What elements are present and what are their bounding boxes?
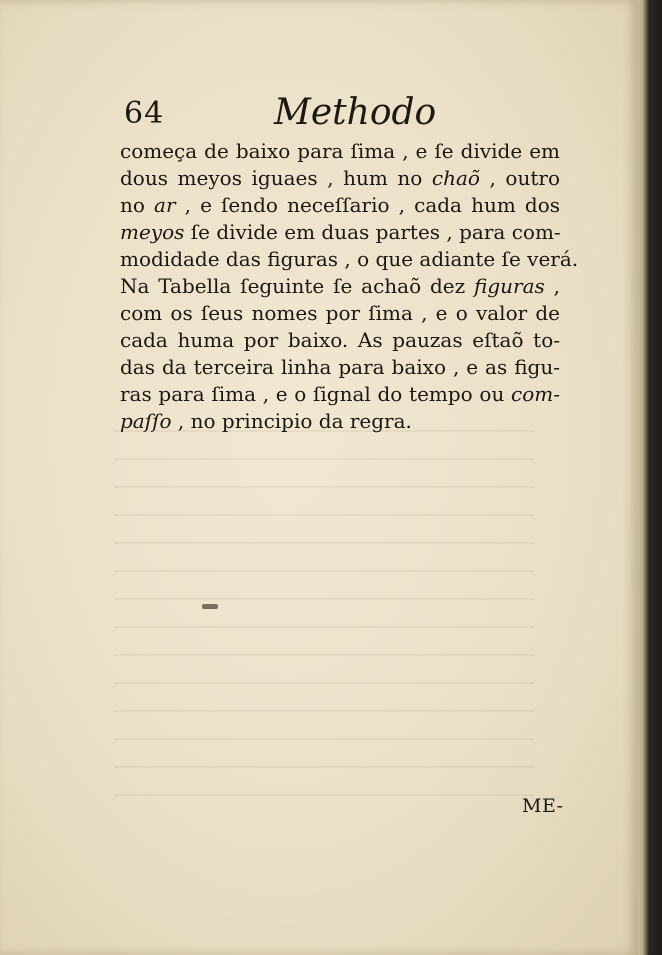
page-header — [124, 92, 564, 138]
catchword: ME- — [522, 795, 564, 817]
page-number: 64 — [124, 96, 165, 131]
text-line: meyos ſe divide em duas partes , para com- — [120, 220, 561, 244]
text-line: cada huma por baixo. As pauzas eſtaõ to- — [120, 328, 560, 352]
text-line: Na Tabella ſeguinte ſe achaõ dez figuras , — [120, 274, 560, 298]
text-line: das da terceira linha para baixo , e as figu- — [120, 355, 560, 379]
show-through-texture — [114, 430, 534, 810]
text-line: com os ſeus nomes por ſima , e o valor de — [120, 301, 560, 325]
body-text — [120, 138, 579, 435]
text-line: dous meyos iguaes , hum no chaõ , outro — [120, 166, 560, 190]
text-line: no ar , e ſendo neceſſario , cada hum dos — [120, 193, 560, 217]
text-line: modidade das figuras , o que adiante ſe verá. — [120, 247, 579, 271]
ink-stain — [202, 604, 218, 609]
page-edge-binding — [638, 0, 662, 955]
running-title: Methodo — [274, 92, 437, 133]
text-line: começa de baixo para ſima , e ſe divide em — [120, 139, 560, 163]
text-line: paſſo , no principio da regra. — [120, 409, 412, 433]
text-line: ras para ſima , e o ſignal do tempo ou com- — [120, 382, 560, 406]
